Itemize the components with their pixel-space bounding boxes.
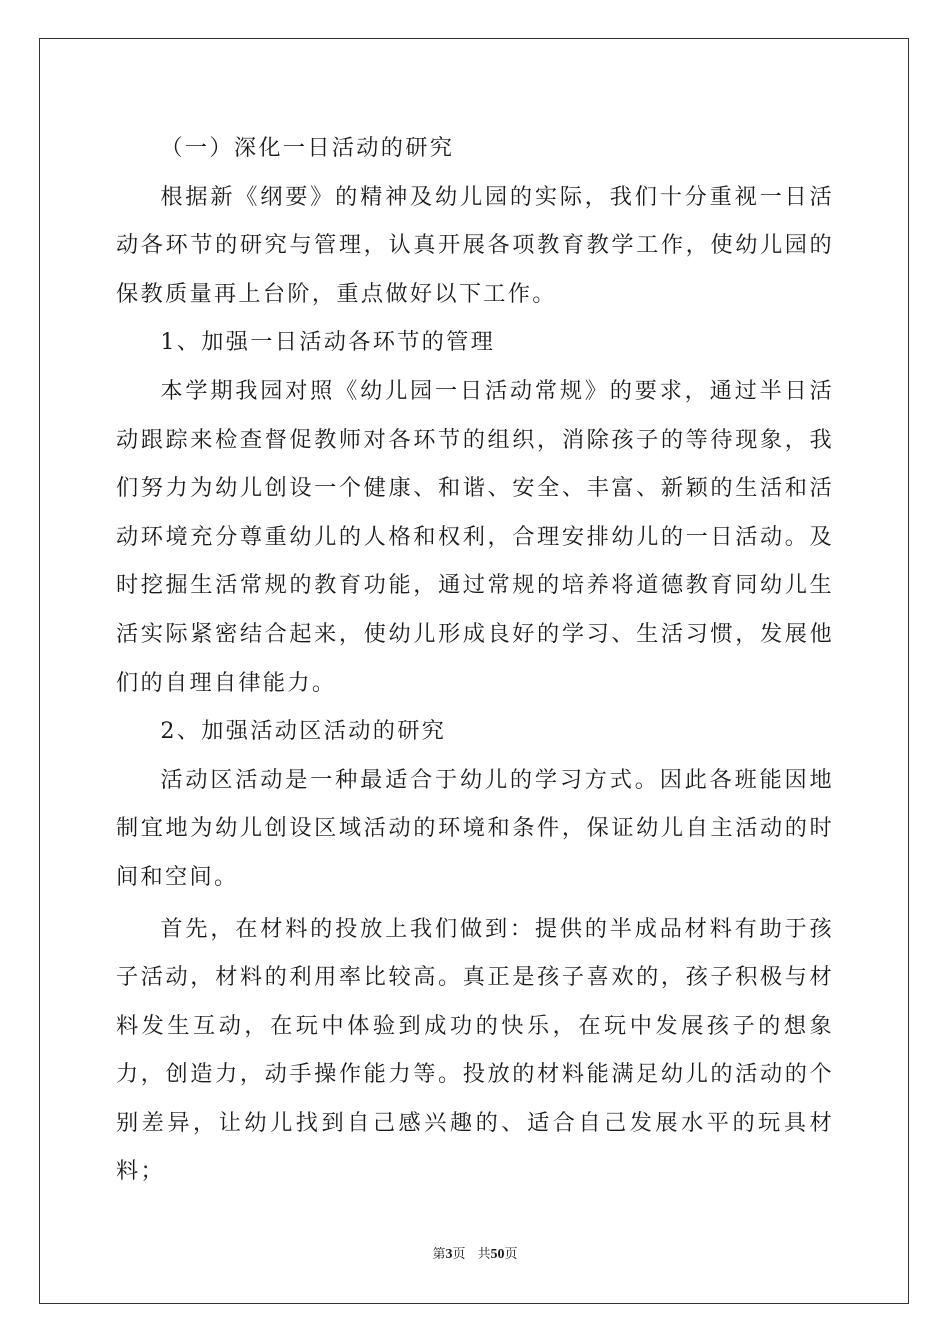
total-suffix: 页 [504,1247,518,1262]
document-body [116,124,834,1196]
total-prefix: 共 [477,1247,491,1262]
section-heading: （一）深化一日活动的研究 [160,135,455,161]
subsection-heading: 1、加强一日活动各环节的管理 [160,329,496,356]
total-page-count: 50 [490,1247,505,1262]
subsection-heading: 2、加强活动区活动的研究 [160,718,447,745]
body-paragraph: 本学期我园对照《幼儿园一日活动常规》的要求，通过半日活动跟踪来检查督促教师对各环节的组织，消除孩子的等待现象，我们努力为幼儿创设一个健康、和谐、安全、丰富、新颖的生活和活动环境充分尊重幼儿的人格和权利，合理安排幼儿的一日活动。及时挖掘生活常规的教育功能，通过常规的培养将道德教育同幼儿生活实际紧密结合起来，使幼儿形成良好的学习、生活习惯，发展他们的自理自律能力。 [116,377,834,696]
body-paragraph: 根据新《纲要》的精神及幼儿园的实际，我们十分重视一日活动各环节的研究与管理，认真开展各项教育教学工作，使幼儿园的保教质量再上台阶，重点做好以下工作。 [116,183,834,307]
page-suffix: 页 [452,1247,466,1262]
page-prefix: 第 [432,1247,446,1262]
page-footer [0,1246,950,1264]
current-page-number: 3 [445,1247,453,1262]
body-paragraph: 活动区活动是一种最适合于幼儿的学习方式。因此各班能因地制宜地为幼儿创设区域活动的环境和条件，保证幼儿自主活动的时间和空间。 [116,766,834,890]
body-paragraph: 首先，在材料的投放上我们做到：提供的半成品材料有助于孩子活动，材料的利用率比较高。真正是孩子喜欢的，孩子积极与材料发生互动，在玩中体验到成功的快乐，在玩中发展孩子的想象力，创造力，动手操作能力等。投放的材料能满足幼儿的活动的个别差异，让幼儿找到自己感兴趣的、适合自己发展水平的玩具材料； [116,915,834,1185]
